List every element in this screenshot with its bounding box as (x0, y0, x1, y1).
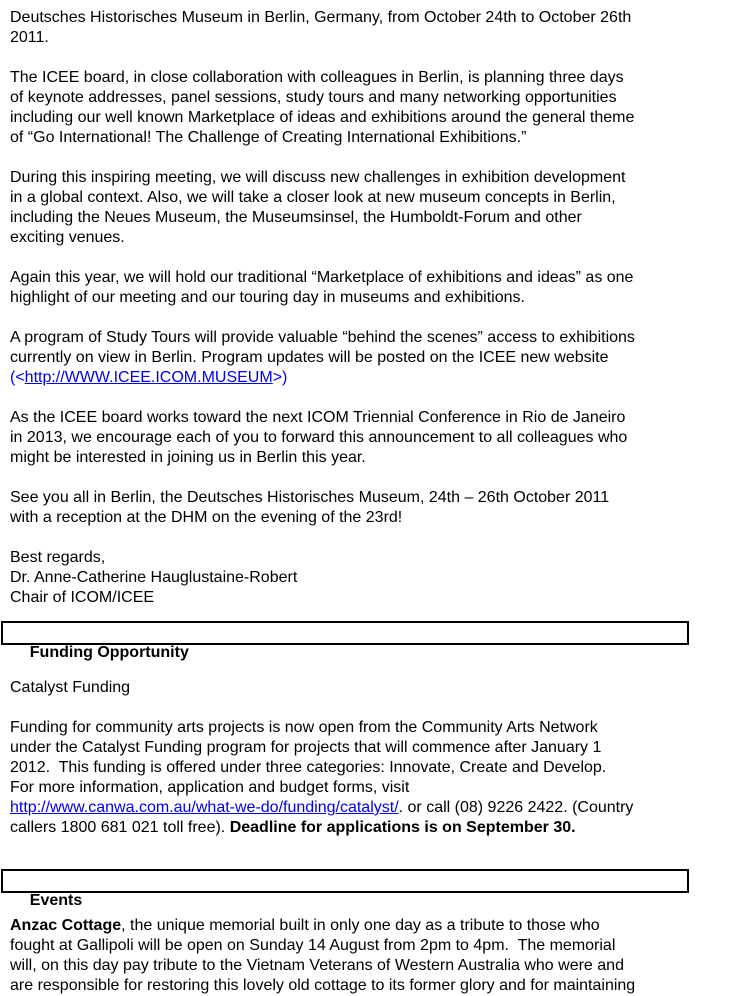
text-line: with a reception at the DHM on the evening of the 23rd! (10, 509, 403, 526)
text-line: See you all in Berlin, the Deutsches Historisches Museum, 24th – 26th October 2011 (10, 489, 610, 506)
text-line: including the Neues Museum, the Museumsinsel, the Humboldt-Forum and other (10, 209, 582, 226)
link-bracket-close: >) (272, 369, 288, 386)
text-line: of keynote addresses, panel sessions, study tours and many networking opportunities (10, 89, 617, 106)
signature-title: Chair of ICOM/ICEE (10, 589, 155, 606)
section-heading-events (1, 869, 689, 909)
text-line: Deutsches Historisches Museum in Berlin, Germany, from October 24th to October 26th (10, 9, 632, 26)
text-line: fought at Gallipoli will be open on Sunday 14 August from 2pm to 4pm. The memorial (10, 937, 616, 954)
text-line: 2012. This funding is offered under three categories: Innovate, Create and Develop. (10, 759, 607, 776)
paragraph-see-you (10, 488, 751, 528)
text-line: currently on view in Berlin. Program updates will be posted on the ICEE new website (10, 349, 609, 366)
text-line: in 2013, we encourage each of you to forward this announcement to all colleagues who (10, 429, 628, 446)
paragraph-signature (10, 548, 751, 608)
text-line: highlight of our meeting and our touring day in museums and exhibitions. (10, 289, 525, 306)
text-line: including our well known Marketplace of ideas and exhibitions around the general theme (10, 109, 635, 126)
paragraph-catalyst-funding (10, 718, 751, 838)
text-line: Funding for community arts projects is now open from the Community Arts Network (10, 719, 598, 736)
section-heading-label: Events (29, 892, 83, 909)
paragraph-meeting (10, 168, 751, 248)
text-line: A program of Study Tours will provide valuable “behind the scenes” access to exhibitions (10, 329, 635, 346)
text-line: are responsible for restoring this lovely old cottage to its former glory and for maintaining (10, 977, 636, 994)
text-line: Best regards, (10, 549, 106, 566)
text-line: Catalyst Funding (10, 679, 131, 696)
text-line: might be interested in joining us in Berlin this year. (10, 449, 366, 466)
paragraph-triennial (10, 408, 751, 468)
text-line-with-link (10, 368, 751, 388)
section-heading-label: Funding Opportunity (29, 644, 189, 661)
text-line: in a global context. Also, we will take a closer look at new museum concepts in Berlin, (10, 189, 616, 206)
text-line: Again this year, we will hold our traditional “Marketplace of exhibitions and ideas” as one (10, 269, 634, 286)
text-line-with-bold (10, 818, 751, 838)
paragraph-study-tours (10, 328, 751, 388)
text-line: For more information, application and budget forms, visit (10, 779, 410, 796)
text-line: will, on this day pay tribute to the Vietnam Veterans of Western Australia who were and (10, 957, 624, 974)
canwa-funding-link[interactable]: http://www.canwa.com.au/what-we-do/funding/catalyst/ (10, 799, 399, 816)
text-line: As the ICEE board works toward the next ICOM Triennial Conference in Rio de Janeiro (10, 409, 626, 426)
text-segment: callers 1800 681 021 toll free). (10, 819, 230, 836)
paragraph-dates (10, 8, 751, 48)
text-segment: , the unique memorial built in only one day as a tribute to those who (121, 917, 600, 934)
icee-website-link[interactable]: http://WWW.ICEE.ICOM.MUSEUM (24, 369, 273, 386)
text-line-with-link (10, 798, 751, 818)
deadline-emphasis: Deadline for applications is on September 30. (229, 819, 576, 836)
paragraph-marketplace (10, 268, 751, 308)
text-segment: . or call (08) 9226 2422. (Country (398, 799, 634, 816)
text-line: exciting venues. (10, 229, 125, 246)
text-line: During this inspiring meeting, we will discuss new challenges in exhibition development (10, 169, 626, 186)
signature-name: Dr. Anne-Catherine Hauglustaine-Robert (10, 569, 298, 586)
anzac-cottage-emphasis: Anzac Cottage (10, 917, 122, 934)
text-line: of “Go International! The Challenge of Creating International Exhibitions.” (10, 129, 527, 146)
section-heading-funding-opportunity (1, 621, 689, 661)
text-line: under the Catalyst Funding program for projects that will commence after January 1 (10, 739, 602, 756)
text-line: 2011. (10, 29, 49, 46)
paragraph-catalyst-title (10, 678, 751, 698)
paragraph-anzac-cottage (10, 916, 751, 996)
link-bracket-open: (< (10, 369, 25, 386)
text-line-with-bold (10, 916, 751, 936)
text-line: The ICEE board, in close collaboration with colleagues in Berlin, is planning three days (10, 69, 624, 86)
paragraph-icee-board (10, 68, 751, 148)
